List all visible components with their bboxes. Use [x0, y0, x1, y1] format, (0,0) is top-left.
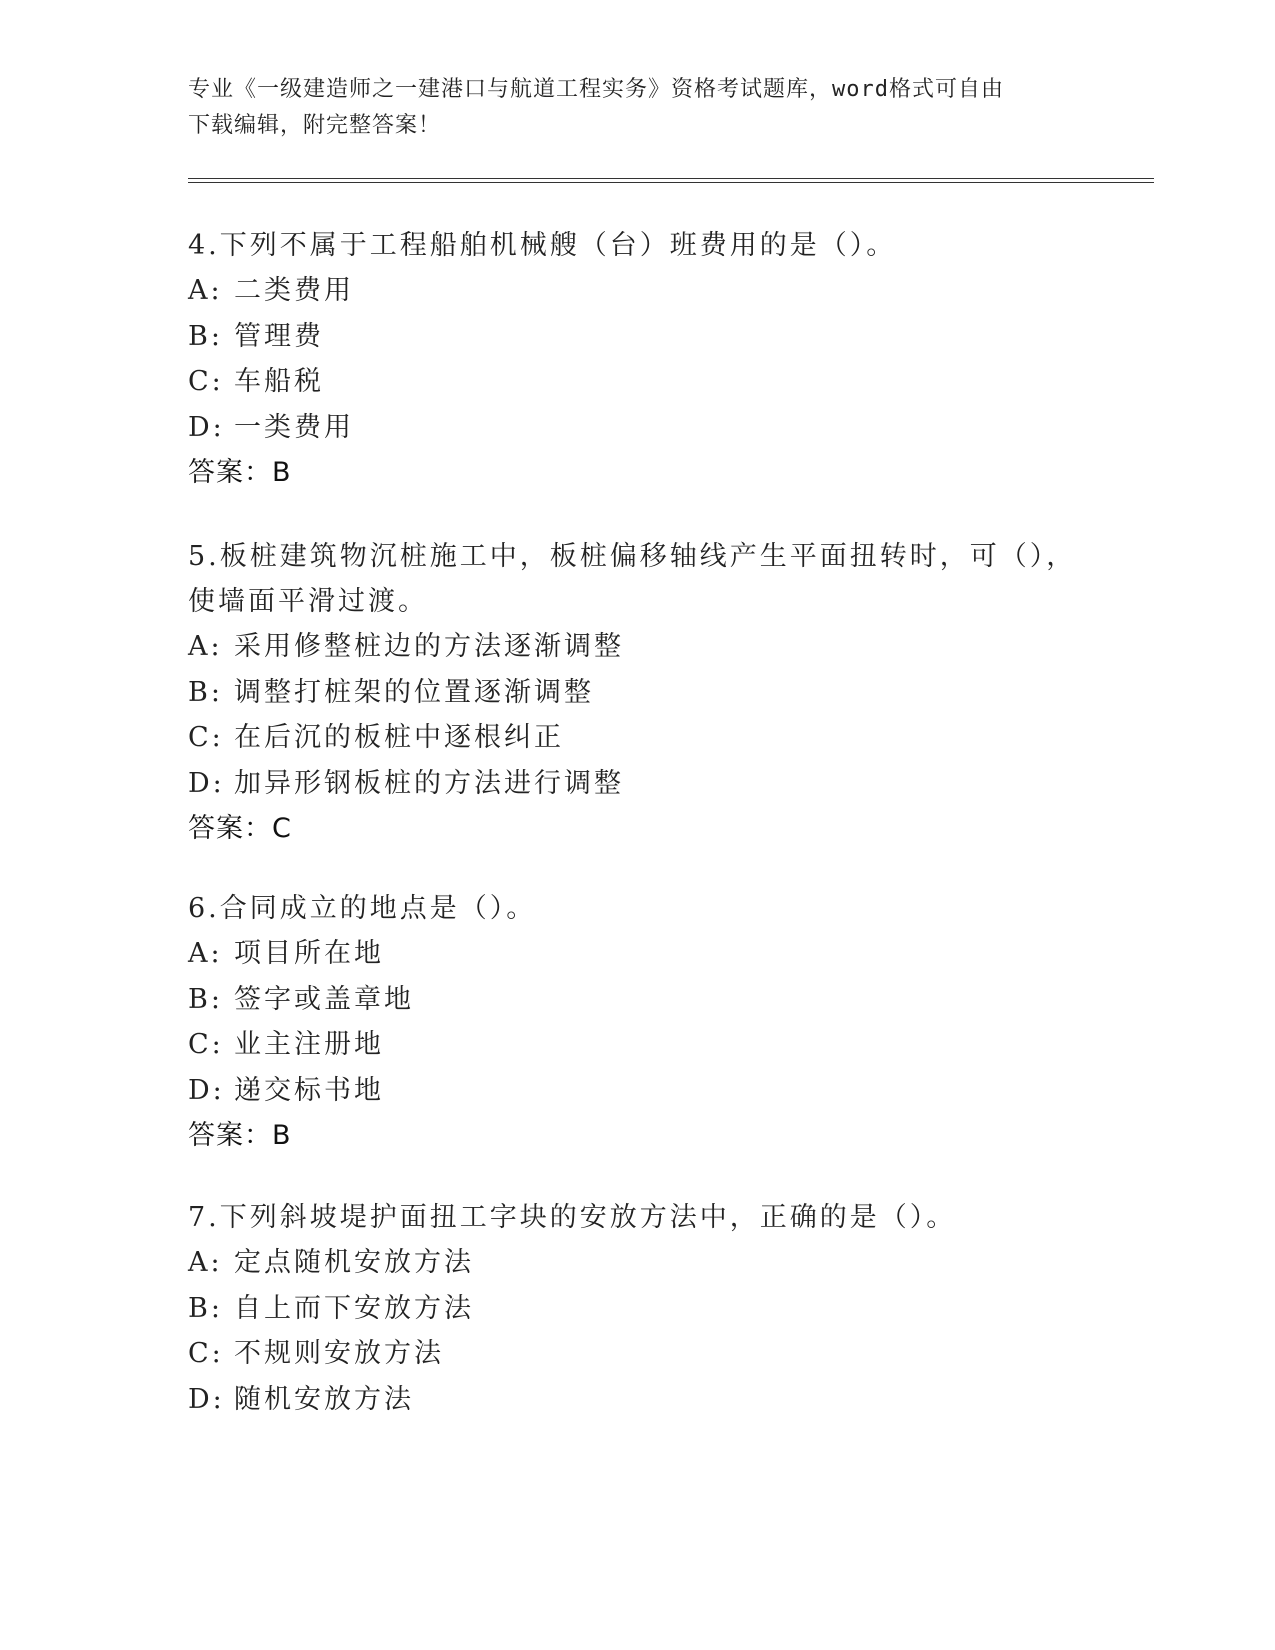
option-text: 二类费用 — [234, 275, 354, 306]
option-text: 在后沉的板桩中逐根纠正 — [234, 722, 564, 753]
option-text: 车船税 — [234, 366, 324, 397]
question-7 — [188, 1195, 1088, 1422]
answer-label: 答案：C — [188, 813, 292, 844]
option-b[interactable] — [188, 670, 1088, 716]
option-text: 签字或盖章地 — [234, 983, 414, 1015]
page-header — [188, 72, 1088, 144]
option-letter: B: — [188, 983, 223, 1015]
question-5 — [188, 534, 1088, 851]
option-text: 业主注册地 — [234, 1029, 384, 1060]
question-stem-line-2: 使墙面平滑过渡。 — [188, 586, 428, 617]
option-letter: D: — [188, 1383, 225, 1415]
option-a[interactable] — [188, 1240, 1088, 1286]
question-6 — [188, 886, 1088, 1158]
answer-label: 答案：B — [188, 457, 292, 488]
option-letter: A: — [188, 631, 223, 662]
option-d[interactable] — [188, 761, 1088, 807]
option-letter: A: — [188, 1247, 223, 1278]
option-text: 项目所在地 — [234, 938, 384, 969]
option-b[interactable] — [188, 1286, 1088, 1332]
option-letter: C: — [188, 722, 224, 753]
option-a[interactable] — [188, 931, 1088, 977]
option-text: 采用修整桩边的方法逐渐调整 — [234, 631, 624, 662]
option-letter: D: — [188, 767, 225, 799]
option-letter: A: — [188, 275, 223, 306]
option-letter: B: — [188, 676, 223, 708]
option-text: 自上而下安放方法 — [234, 1292, 474, 1324]
option-letter: D: — [188, 411, 225, 443]
option-letter: D: — [188, 1074, 225, 1106]
option-text: 一类费用 — [234, 411, 354, 443]
option-text: 随机安放方法 — [234, 1383, 414, 1415]
option-d[interactable] — [188, 405, 1088, 451]
question-stem: 4.下列不属于工程船舶机械艘（台）班费用的是（）。 — [188, 230, 897, 261]
option-b[interactable] — [188, 977, 1088, 1023]
option-b[interactable] — [188, 314, 1088, 360]
option-letter: C: — [188, 1029, 224, 1060]
option-text: 管理费 — [234, 320, 324, 352]
option-letter: B: — [188, 1292, 223, 1324]
header-line-2: 下载编辑，附完整答案！ — [188, 113, 442, 138]
option-letter: B: — [188, 320, 223, 352]
option-c[interactable] — [188, 359, 1088, 405]
option-c[interactable] — [188, 1331, 1088, 1377]
option-text: 递交标书地 — [234, 1074, 384, 1106]
question-stem: 7.下列斜坡堤护面扭工字块的安放方法中，正确的是（）。 — [188, 1202, 957, 1233]
option-c[interactable] — [188, 715, 1088, 761]
option-d[interactable] — [188, 1377, 1088, 1423]
option-letter: A: — [188, 938, 223, 969]
option-c[interactable] — [188, 1022, 1088, 1068]
option-text: 调整打桩架的位置逐渐调整 — [234, 676, 594, 708]
option-a[interactable] — [188, 624, 1088, 670]
header-divider — [188, 178, 1154, 179]
answer-label: 答案：B — [188, 1120, 292, 1151]
question-4 — [188, 223, 1088, 495]
option-text: 定点随机安放方法 — [234, 1247, 474, 1278]
question-stem-line-1: 5.板桩建筑物沉桩施工中，板桩偏移轴线产生平面扭转时，可（）， — [188, 541, 1077, 572]
option-a[interactable] — [188, 268, 1088, 314]
option-text: 加异形钢板桩的方法进行调整 — [234, 767, 624, 799]
header-line-1: 专业《一级建造师之一建港口与航道工程实务》资格考试题库，word格式可自由 — [188, 77, 1004, 102]
option-letter: C: — [188, 366, 224, 397]
option-letter: C: — [188, 1338, 224, 1369]
option-d[interactable] — [188, 1068, 1088, 1114]
question-stem: 6.合同成立的地点是（）。 — [188, 893, 537, 924]
option-text: 不规则安放方法 — [234, 1338, 444, 1369]
